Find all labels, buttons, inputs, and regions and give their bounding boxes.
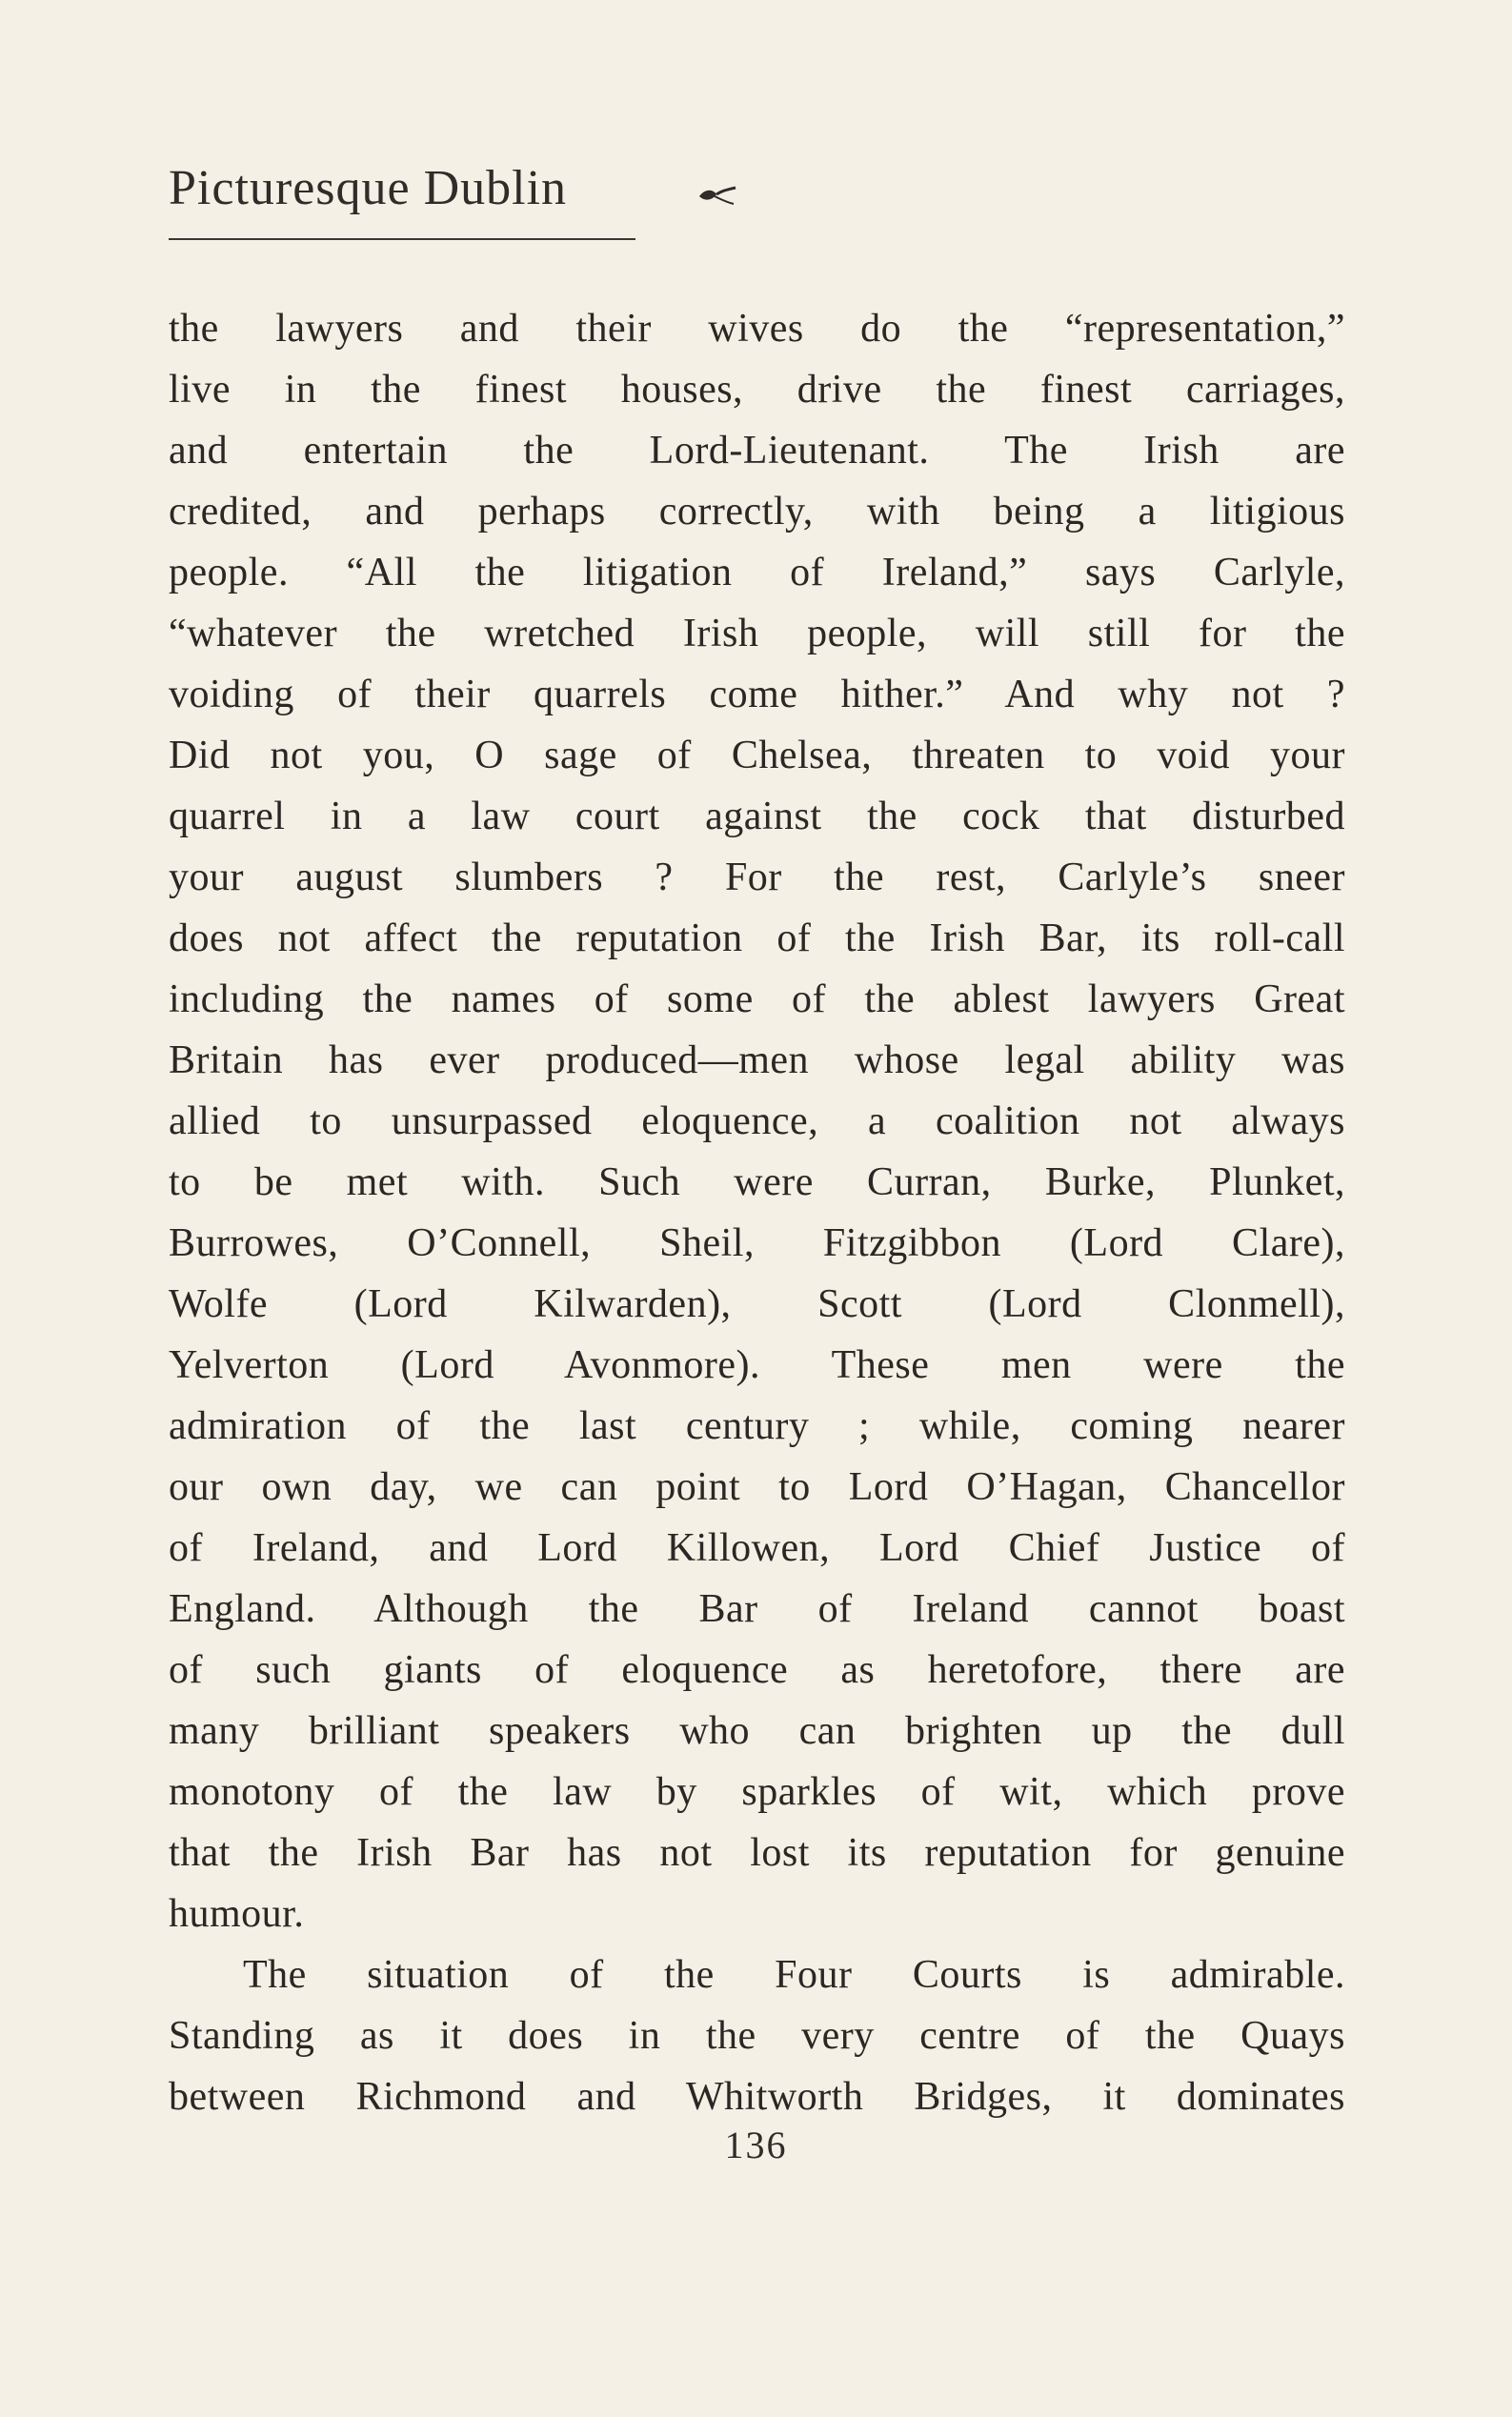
text-line: monotony of the law by sparkles of wit, which prove [169,1770,1345,1814]
paragraph-start-line: The situation of the Four Courts is admirable. [243,1953,1345,1997]
text-line: Britain has ever produced—men whose legal ability was [169,1038,1345,1082]
text-line: to be met with. Such were Curran, Burke, Plunket, [169,1160,1345,1204]
body-text [169,298,1345,2127]
text-line: of Ireland, and Lord Killowen, Lord Chief Justice of [169,1526,1345,1570]
text-line: of such giants of eloquence as heretofore, there are [169,1648,1345,1692]
text-line: and entertain the Lord-Lieutenant. The Irish are [169,429,1345,473]
text-line: admiration of the last century ; while, coming nearer [169,1404,1345,1448]
text-line: our own day, we can point to Lord O’Hagan, Chancellor [169,1465,1345,1509]
text-line: credited, and perhaps correctly, with being a litigious [169,490,1345,534]
text-line: England. Although the Bar of Ireland cannot boast [169,1587,1345,1631]
text-line: Wolfe (Lord Kilwarden), Scott (Lord Clonmell), [169,1282,1345,1326]
page-number: 136 [724,2124,788,2166]
text-line: Standing as it does in the very centre of the Quays [169,2014,1345,2058]
paragraph-end-line: humour. [169,1892,305,1936]
text-line: Yelverton (Lord Avonmore). These men were the [169,1343,1345,1387]
running-title: Picturesque Dublin [169,161,568,215]
text-line: Did not you, O sage of Chelsea, threaten to void your [169,734,1345,777]
running-head [169,160,759,236]
text-line: live in the finest houses, drive the finest carriages, [169,368,1345,412]
text-line: voiding of their quarrels come hither.” And why not ? [169,673,1345,716]
text-line: the lawyers and their wives do the “representation,” [169,307,1345,351]
text-line: many brilliant speakers who can brighten up the dull [169,1709,1345,1753]
text-line: including the names of some of the ablest lawyers Great [169,977,1345,1021]
text-line: between Richmond and Whitworth Bridges, it dominates [169,2075,1345,2119]
text-line: your august slumbers ? For the rest, Carlyle’s sneer [169,856,1345,899]
text-line: does not affect the reputation of the Irish Bar, its roll-call [169,916,1345,960]
text-line: Burrowes, O’Connell, Sheil, Fitzgibbon (Lord Clare), [169,1221,1345,1265]
text-line: allied to unsurpassed eloquence, a coalition not always [169,1099,1345,1143]
fleuron-icon [696,181,739,208]
header-rule [169,238,635,240]
text-line: people. “All the litigation of Ireland,” says Carlyle, [169,551,1345,594]
text-line: “whatever the wretched Irish people, will still for the [169,612,1345,655]
text-line: that the Irish Bar has not lost its reputation for genuine [169,1831,1345,1875]
text-line: quarrel in a law court against the cock that disturbed [169,795,1345,838]
